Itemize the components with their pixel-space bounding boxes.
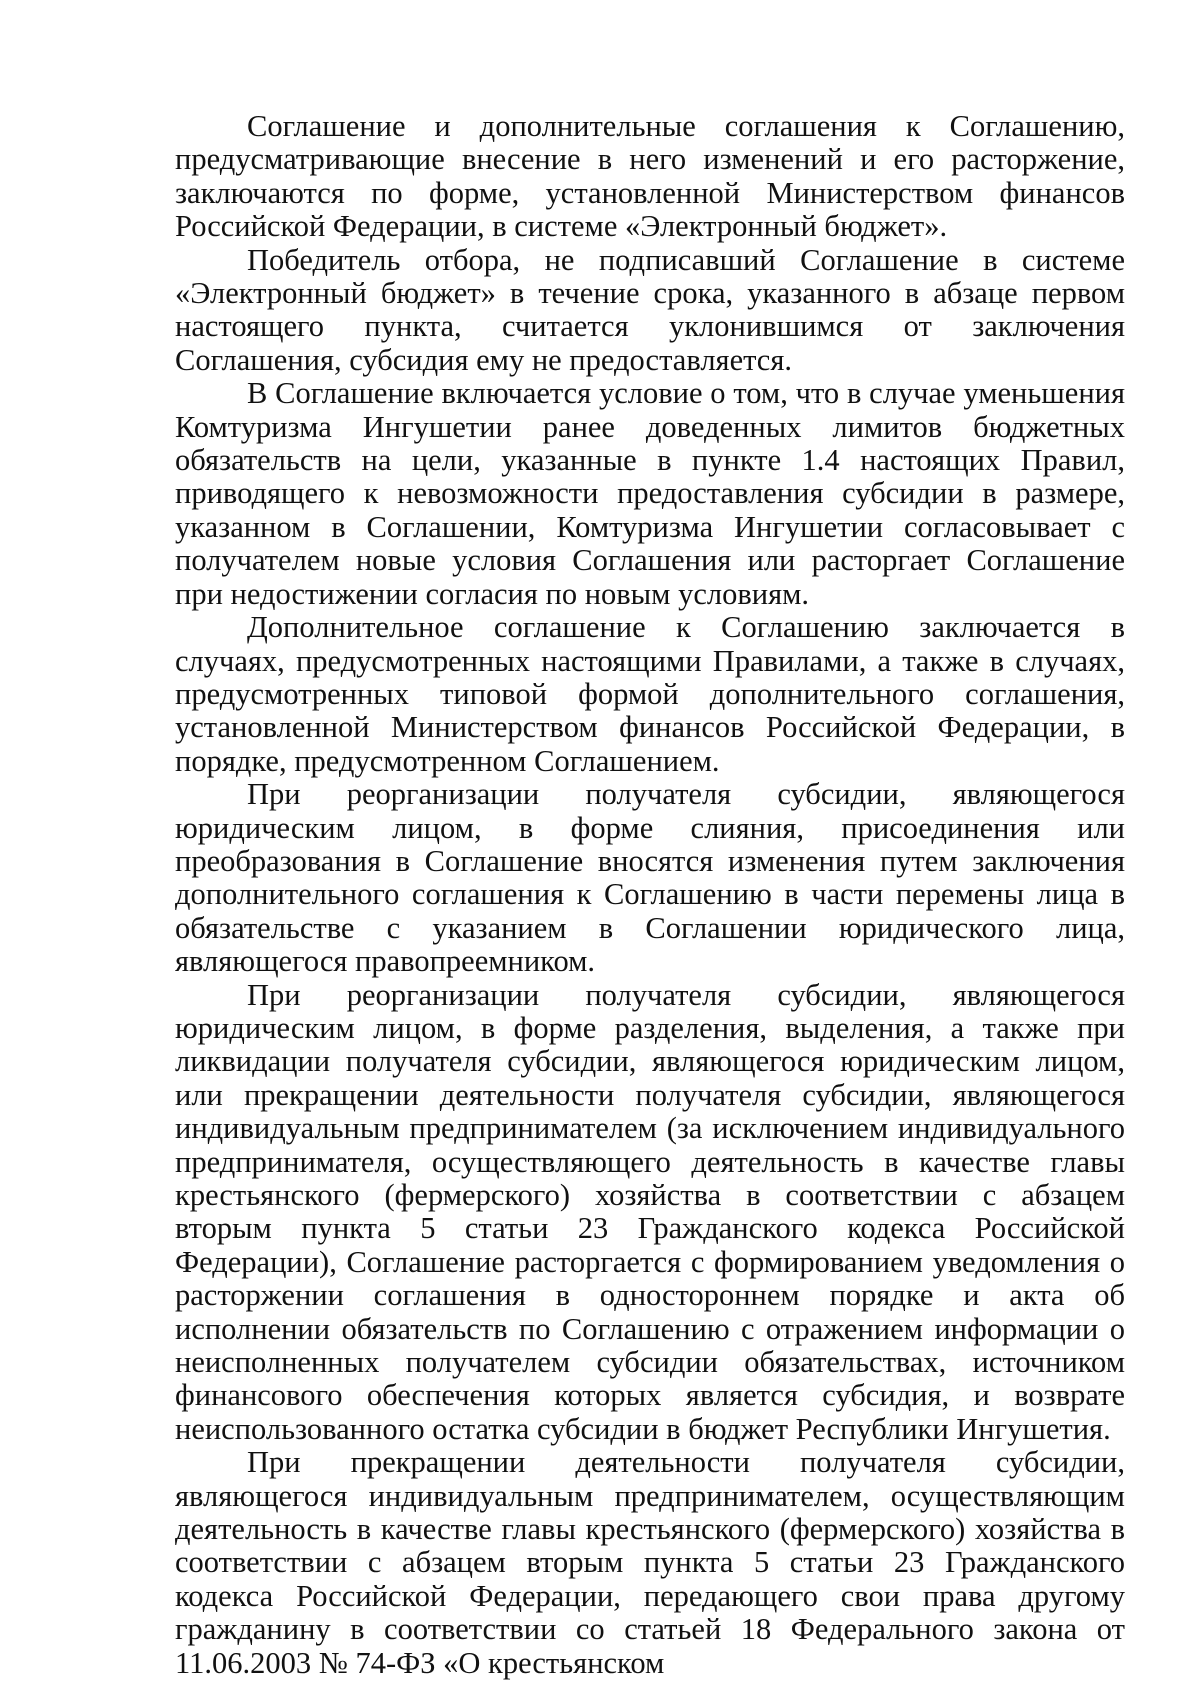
paragraph-farm-termination: При прекращении деятельности получателя субсидии, являющегося индивидуальным предпринимателем, осуществляющим деятельность в качестве главы крестьянского (фермерского) хозяйства в соответствии с абзацем вторым пункта 5 статьи 23 Гражданского кодекса Российской Федерации, передающего свои права другому гражданину в соответствии со статьей 18 Федерального закона от 11.06.2003 № 74-ФЗ «О крестьянском (175, 1445, 1125, 1680)
paragraph-reorganization-division: При реорганизации получателя субсидии, являющегося юридическим лицом, в форме разделения, выделения, а также при ликвидации получателя субсидии, являющегося юридическим лицом, или прекращении деятельности получателя субсидии, являющегося индивидуальным предпринимателем (за исключением индивидуального предпринимателя, осуществляющего деятельность в качестве главы крестьянского (фермерского) хозяйства в соответствии с абзацем вторым пункта 5 статьи 23 Гражданского кодекса Российской Федерации), Соглашение расторгается с формированием уведомления о расторжении соглашения в одностороннем порядке и акта об исполнении обязательств по Соглашению с отражением информации о неисполненных получателем субсидии обязательствах, источником финансового обеспечения которых является субсидия, и возврате неиспользованного остатка субсидии в бюджет Республики Ингушетия. (175, 977, 1125, 1446)
paragraph-winner-evasion: Победитель отбора, не подписавший Соглашение в системе «Электронный бюджет» в течение срока, указанного в абзаце первом настоящего пункта, считается уклонившимся от заключения Соглашения, субсидия ему не предоставляется. (175, 242, 1125, 377)
document-page (175, 110, 1125, 1680)
paragraph-additional-agreement: Дополнительное соглашение к Соглашению заключается в случаях, предусмотренных настоящими Правилами, а также в случаях, предусмотренных типовой формой дополнительного соглашения, установленной Министерством финансов Российской Федерации, в порядке, предусмотренном Соглашением. (175, 610, 1125, 778)
paragraph-limits-reduction: В Соглашение включается условие о том, что в случае уменьшения Комтуризма Ингушетии ранее доведенных лимитов бюджетных обязательств на цели, указанные в пункте 1.4 настоящих Правил, приводящего к невозможности предоставления субсидии в размере, указанном в Соглашении, Комтуризма Ингушетии согласовывает с получателем новые условия Соглашения или расторгает Соглашение при недостижении согласия по новым условиям. (175, 376, 1125, 611)
paragraph-agreement-form: Соглашение и дополнительные соглашения к Соглашению, предусматривающие внесение в него изменений и его расторжение, заключаются по форме, установленной Министерством финансов Российской Федерации, в системе «Электронный бюджет». (175, 109, 1125, 244)
paragraph-reorganization-merger: При реорганизации получателя субсидии, являющегося юридическим лицом, в форме слияния, присоединения или преобразования в Соглашение вносятся изменения путем заключения дополнительного соглашения к Соглашению в части перемены лица в обязательстве с указанием в Соглашении юридического лица, являющегося правопреемником. (175, 777, 1125, 979)
